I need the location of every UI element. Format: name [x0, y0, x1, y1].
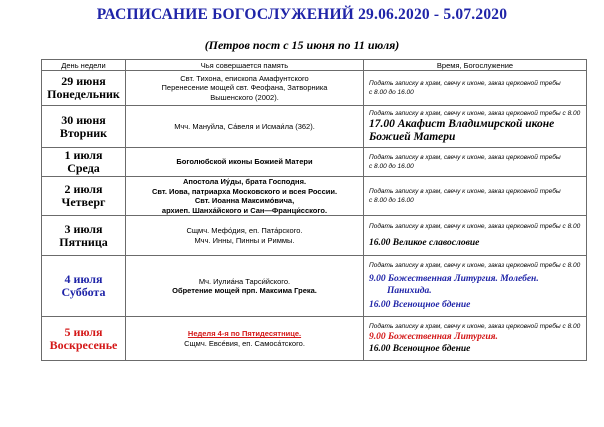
notes-text: Подать записку в храм, свечу к иконе, заказ церковной требы — [369, 80, 561, 87]
notes-text: Подать записку в храм, свечу к иконе, заказ церковной требы с 8.00 — [369, 323, 581, 330]
service-text-evening: 16.00 Всенощное бдение — [369, 344, 471, 354]
memory-line: Боголюбской иконы Божией Матери — [176, 157, 313, 167]
notes-text: Подать записку в храм, свечу к иконе, заказ церковной требы — [369, 154, 561, 161]
memory-line: Сщмч. Евсе́вия, еп. Самоса́тского. — [184, 338, 305, 348]
weekday-label: Понедельник — [47, 87, 120, 101]
weekday-label: Суббота — [61, 285, 106, 299]
memory-line: Перенесение мощей свт. Феофана, Затворника — [161, 83, 328, 93]
date-label: 4 июля — [64, 272, 103, 286]
time-cell — [364, 256, 587, 317]
weekday-label: Пятница — [59, 234, 108, 249]
date-label: 2 июля — [64, 182, 103, 196]
weekday-label: Воскресенье — [49, 337, 118, 352]
time-cell — [364, 71, 587, 106]
table-row — [42, 177, 587, 216]
page-subtitle: (Петров пост с 15 июня по 11 июля) — [204, 38, 400, 52]
day-cell — [42, 177, 126, 216]
column-header-time: Время, Богослужение — [364, 60, 587, 71]
service-text: 17.00 Акафист Владимирской иконе Божией Матери — [369, 118, 555, 143]
time-cell — [364, 106, 587, 148]
memory-line: Свт. Иова, патриарха Московского и всея России. — [151, 186, 338, 196]
memory-line: Сщмч. Мефо́дия, еп. Пата́рского. — [186, 226, 303, 235]
date-label: 5 июля — [64, 324, 103, 339]
hours-text: с 8.00 до 16.00 — [369, 89, 414, 96]
table-row — [42, 148, 587, 177]
time-cell — [364, 148, 587, 177]
day-cell — [42, 216, 126, 256]
notes-text: Подать записку в храм, свечу к иконе, заказ церковной требы с 8.00 — [369, 110, 581, 117]
table-row — [42, 317, 587, 361]
feast-title: Неделя 4-я по Пятидесятнице. — [187, 329, 302, 338]
page-title: РАСПИСАНИЕ БОГОСЛУЖЕНИЙ 29.06.2020 - 5.07.2020 — [96, 6, 508, 23]
memory-line: Мч. Иулиа́на Тарси́йского. — [198, 276, 291, 286]
memory-line: архиеп. Шанха́йского и Сан—Франци́сского. — [161, 205, 328, 215]
memory-line: Мчч. Мануйла, Са́веля и Исмаи́ла (362). — [174, 121, 315, 131]
weekday-label: Четверг — [61, 195, 106, 209]
service-text-evening: 16.00 Всенощное бдение — [369, 300, 471, 310]
day-cell — [42, 148, 126, 177]
day-cell — [42, 317, 126, 361]
service-text: 9.00 Божественная Литургия. Молебен. — [369, 274, 539, 284]
time-cell — [364, 216, 587, 256]
hours-text: с 8.00 до 16.00 — [369, 163, 414, 170]
hours-text: с 8.00 до 16.00 — [369, 197, 414, 204]
date-label: 30 июня — [61, 112, 106, 127]
table-row — [42, 216, 587, 256]
table-row — [42, 256, 587, 317]
notes-text: Подать записку в храм, свечу к иконе, заказ церковной требы — [369, 188, 561, 195]
table-header-row — [42, 60, 587, 71]
time-cell — [364, 177, 587, 216]
column-header-memory: Чья совершается память — [126, 60, 364, 71]
day-cell — [42, 256, 126, 317]
date-label: 3 июля — [64, 221, 103, 236]
notes-text: Подать записку в храм, свечу к иконе, заказ церковной требы с 8.00 — [369, 223, 581, 230]
memory-cell — [126, 256, 364, 317]
weekday-label: Вторник — [59, 125, 108, 140]
day-cell — [42, 71, 126, 106]
service-text-continued: Панихида. — [387, 286, 432, 296]
memory-cell — [126, 216, 364, 256]
memory-line: Свт. Иоанна Максимо́вича, — [194, 196, 295, 205]
column-header-day: День недели — [42, 60, 126, 71]
schedule-table — [41, 59, 587, 361]
time-cell — [364, 317, 587, 361]
weekday-label: Среда — [67, 161, 100, 175]
table-row — [42, 106, 587, 148]
date-label: 1 июля — [64, 148, 103, 162]
memory-cell — [126, 177, 364, 216]
memory-cell — [126, 148, 364, 177]
day-cell — [42, 106, 126, 148]
memory-line: Вышенского (2002). — [210, 92, 279, 102]
memory-cell — [126, 71, 364, 106]
date-label: 29 июня — [61, 74, 106, 88]
memory-line: Мчч. Инны, Пинны и Риммы. — [194, 235, 295, 245]
service-text: 9.00 Божественная Литургия. — [369, 332, 498, 342]
memory-line: Свт. Тихона, епископа Амафунтского — [180, 73, 309, 83]
memory-cell — [126, 106, 364, 148]
memory-line: Апостола Иу́ды, брата Господня. — [182, 177, 307, 186]
memory-line: Обретение мощей прп. Максима Грека. — [172, 286, 317, 295]
memory-cell — [126, 317, 364, 361]
notes-text: Подать записку в храм, свечу к иконе, заказ церковной требы с 8.00 — [369, 262, 581, 269]
service-text: 16.00 Великое славословие — [369, 238, 480, 248]
table-row — [42, 71, 587, 106]
